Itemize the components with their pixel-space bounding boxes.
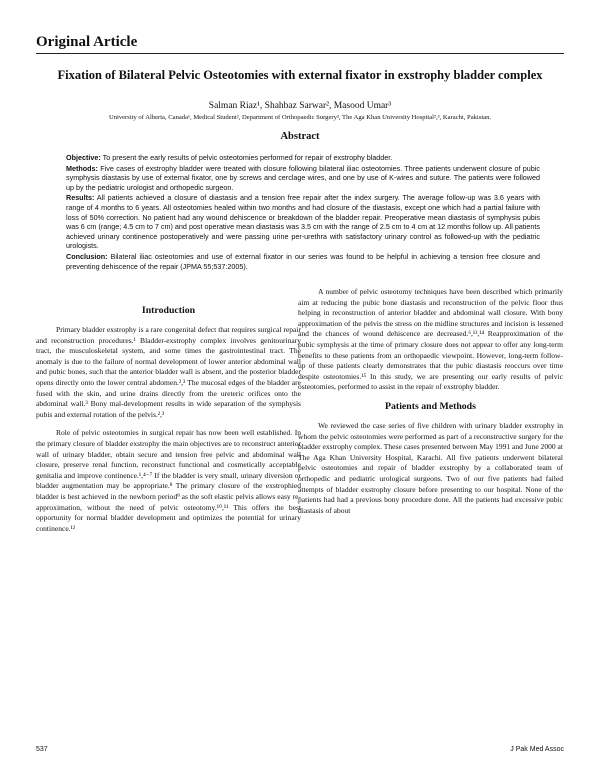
results-label: Results:	[66, 193, 95, 203]
introduction-heading: Introduction	[141, 305, 196, 316]
right-column	[298, 287, 563, 524]
methods-label: Methods:	[66, 163, 98, 173]
abstract-objective	[66, 153, 540, 163]
header-rule	[36, 53, 564, 54]
abstract-methods	[66, 164, 540, 193]
abstract-heading: Abstract	[280, 131, 320, 142]
article-affiliations: University of Alberta, Canada¹, Medical Student², Department of Orthopaedic Surgery³, The Aga Khan University Hospital²,³, Karachi, Pakistan.	[108, 114, 492, 121]
objective-label: Objective:	[66, 153, 101, 162]
abstract-body	[66, 153, 540, 272]
conclusion-text: Bilateral iliac osteotomies and use of external fixator in our series was found to be helpful in achieving a tension free closure and preventing dehiscence of the repair (JPMA 55;537:2005).	[66, 251, 540, 271]
page-number: 537	[36, 746, 48, 753]
methods-text: Five cases of exstrophy bladder were treated with closure following bilateral iliac osteotomies. Three patients underwent closure of pubic symphysis diastasis by use of external fixator, one by screws and cerclage wires, and one by use of K-wires and suture. The patients were followed up by the pediatric urologist and orthopedic surgeon.	[66, 163, 540, 192]
intro-paragraph-2: Role of pelvic osteotomies in surgical repair has now been well established. In the primary closure of bladder exstrophy the main objectives are to reconstruct anterior wall of urinary bladder, obtain secure and tension free pelvic and abdominal wall closure, preserve renal function, reconstruct functional and cosmetically acceptable genitalia and improve continence.¹,⁴⁻⁷ If the bladder is very small, urinary diversion or bladder augmentation may be appropriate.⁸ The primary closure of the exstrophied bladder is best achieved in the newborn period⁹ as the soft elastic pelvis allows easy re-approximation, without the need of pelvic osteotomy.¹⁰,¹¹ This offers the best opportunity for normal bladder development and optimizes the potential for urinary continence.¹²	[36, 428, 301, 533]
intro-paragraph-3: A number of pelvic osteotomy techniques have been described which primarily aim at reducing the pubic bone diastasis and reconstruction of the pelvic floor thus helping in reconstruction of anterior bladder and abdominal wall closure. With bony approximation of the pelvis the stress on the midline structures and incision is lessened and the chances of wound dehiscence are decreased.⁶,¹³,¹⁴ Reapproximation of the pubic symphysis at the time of primary closure does not appear to offer any long-term benefits to these patients from an orthopaedic viewpoint. However, long-term follow-up of these patients clearly demonstrates that the pubic diastasis reoccurs over time despite osteotomies.¹⁵ In this study, we are presenting our early results of pelvic osteotomies, performed to assist in the repair of exstrophy bladder.	[298, 287, 563, 392]
left-column	[36, 305, 301, 542]
objective-text: To present the early results of pelvic osteotomies performed for repair of exstrophy bladder.	[100, 153, 393, 162]
section-label: Original Article	[36, 34, 138, 50]
intro-paragraph-1: Primary bladder exstrophy is a rare congenital defect that requires surgical repair and reconstruction procedures.¹ Bladder-exstrophy complex involves genitourinary tract, the musculoskeletal system, and some times the gastrointestinal tract. The anomaly is due to the failure of normal development of lower anterior abdominal wall and pubic bones, such that the anterior bladder wall is absent, and the posterior bladder opens directly onto the lower central abdomen.²,³ The mucosal edges of the bladder are fused with the skin, and urine drains directly from the ureteric orifices onto the abdominal wall.³ Bony mal-development results in wide separation of the symphysis pubis and external rotation of the pelvis.²,³	[36, 325, 301, 419]
conclusion-label: Conclusion:	[66, 251, 108, 261]
methods-paragraph-1: We reviewed the case series of five children with urinary bladder exstrophy in whom the pelvic osteotomies were performed as part of a reconstructive surgery for the bladder exstrophy complex. These cases presented between May 1991 and June 2000 at The Aga Khan University Hospital, Karachi. All five patients underwent bilateral pelvic osteotomies and repair of bladder exstrophy by a collaborated team of orthopedic and pediatric urological surgeons. Two of our five patients had failed attempts of bladder exstrophy closure before presenting to our hospital. None of the patients had had a previous bony procedure done. All the patients had excessive pubic diastasis of about	[298, 420, 563, 515]
article-title: Fixation of Bilateral Pelvic Osteotomies with external fixator in exstrophy bladder complex	[57, 68, 543, 82]
abstract-conclusion	[66, 252, 540, 271]
methods-heading: Patients and Methods	[385, 400, 476, 412]
journal-name: J Pak Med Assoc	[510, 746, 564, 753]
results-text: All patients achieved a closure of diastasis and a tension free repair after the index surgery. The average follow-up was 3.6 years with range of 4 months to 6 years. All osteotomies healed within two months and had closure of the diastasis, except one which had a partial failure with loss of 50% correction. No patient had any wound dehiscence or breakdown of the bladder repair. Preoperative mean diastasis of symphysis pubis was 6 cm (range; 4.5 cm to 7 cm) and post operative mean diastasis was 3.5 cm with the range of 2.5 cm to 4 cm at 12 months follow up. All patients achieved urinary continence postoperatively and were passing urine per-urethra with satisfactory urinary control as followed-up with the pediatric urologists.	[66, 193, 540, 251]
abstract-results	[66, 193, 540, 251]
article-authors: Salman Riaz¹, Shahbaz Sarwar², Masood Umar³	[208, 101, 392, 111]
